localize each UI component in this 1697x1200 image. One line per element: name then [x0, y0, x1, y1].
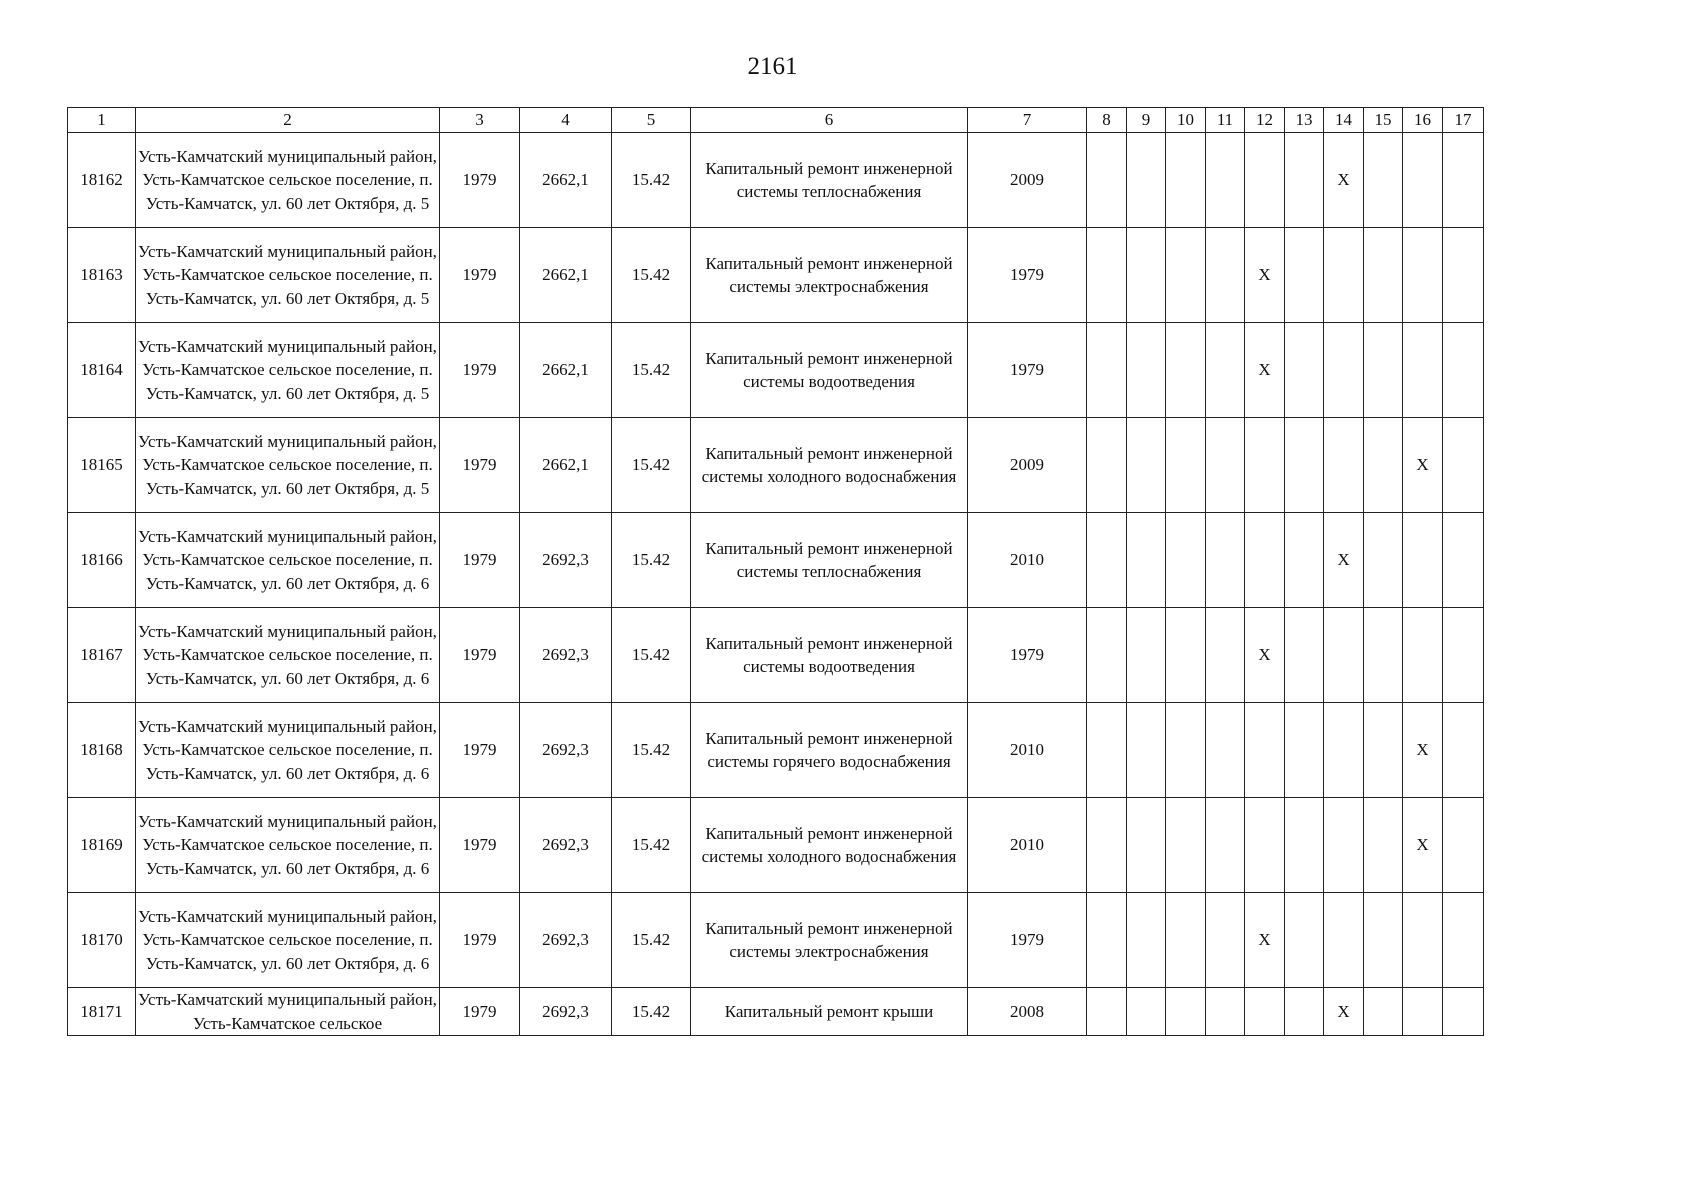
- construction-year-cell: 1979: [440, 893, 520, 988]
- area-cell: 2662,1: [520, 133, 612, 228]
- mark-cell-9: [1127, 228, 1166, 323]
- mark-cell-10: [1166, 798, 1206, 893]
- mark-cell-17: [1443, 893, 1484, 988]
- mark-cell-16: [1403, 988, 1443, 1036]
- mark-cell-13: [1285, 323, 1324, 418]
- address-cell: Усть-Камчатский муниципальный район, Усть-Камчатское сельское поселение, п. Усть-Камчатск, ул. 60 лет Октября, д. 6: [136, 513, 440, 608]
- mark-cell-17: [1443, 133, 1484, 228]
- mark-cell-8: [1087, 798, 1127, 893]
- column-header: 2: [136, 108, 440, 133]
- mark-cell-17: [1443, 608, 1484, 703]
- mark-cell-12: [1245, 418, 1285, 513]
- mark-cell-15: [1364, 988, 1403, 1036]
- mark-cell-12: [1245, 798, 1285, 893]
- table-row: [68, 893, 1484, 988]
- mark-cell-14: X: [1324, 513, 1364, 608]
- mark-cell-10: [1166, 608, 1206, 703]
- work-type-cell: Капитальный ремонт инженерной системы водоотведения: [691, 608, 968, 703]
- mark-cell-8: [1087, 608, 1127, 703]
- record-id-cell: 18170: [68, 893, 136, 988]
- column-header: 10: [1166, 108, 1206, 133]
- mark-cell-11: [1206, 703, 1245, 798]
- column-header: 11: [1206, 108, 1245, 133]
- work-year-cell: 1979: [968, 228, 1087, 323]
- record-id-cell: 18171: [68, 988, 136, 1036]
- mark-cell-9: [1127, 893, 1166, 988]
- column-header: 15: [1364, 108, 1403, 133]
- construction-year-cell: 1979: [440, 988, 520, 1036]
- mark-cell-8: [1087, 513, 1127, 608]
- mark-cell-12: [1245, 133, 1285, 228]
- mark-cell-11: [1206, 513, 1245, 608]
- work-year-cell: 1979: [968, 323, 1087, 418]
- mark-cell-14: X: [1324, 988, 1364, 1036]
- mark-cell-10: [1166, 893, 1206, 988]
- mark-cell-8: [1087, 228, 1127, 323]
- mark-cell-17: [1443, 418, 1484, 513]
- table-row: [68, 228, 1484, 323]
- mark-cell-16: [1403, 608, 1443, 703]
- code-cell: 15.42: [612, 228, 691, 323]
- mark-cell-16: [1403, 228, 1443, 323]
- mark-cell-14: [1324, 323, 1364, 418]
- mark-cell-13: [1285, 703, 1324, 798]
- mark-cell-12: [1245, 513, 1285, 608]
- table-row: [68, 988, 1484, 1036]
- mark-cell-12: X: [1245, 893, 1285, 988]
- mark-cell-13: [1285, 988, 1324, 1036]
- mark-cell-9: [1127, 608, 1166, 703]
- mark-cell-15: [1364, 703, 1403, 798]
- mark-cell-11: [1206, 418, 1245, 513]
- work-year-cell: 2008: [968, 988, 1087, 1036]
- code-cell: 15.42: [612, 513, 691, 608]
- mark-cell-14: [1324, 418, 1364, 513]
- address-cell: Усть-Камчатский муниципальный район, Усть-Камчатское сельское поселение, п. Усть-Камчатск, ул. 60 лет Октября, д. 5: [136, 418, 440, 513]
- work-year-cell: 1979: [968, 608, 1087, 703]
- mark-cell-11: [1206, 228, 1245, 323]
- mark-cell-9: [1127, 513, 1166, 608]
- record-id-cell: 18164: [68, 323, 136, 418]
- mark-cell-8: [1087, 703, 1127, 798]
- column-header: 7: [968, 108, 1087, 133]
- area-cell: 2692,3: [520, 513, 612, 608]
- mark-cell-11: [1206, 323, 1245, 418]
- record-id-cell: 18166: [68, 513, 136, 608]
- mark-cell-9: [1127, 133, 1166, 228]
- table-row: [68, 608, 1484, 703]
- mark-cell-13: [1285, 228, 1324, 323]
- mark-cell-8: [1087, 323, 1127, 418]
- mark-cell-14: [1324, 703, 1364, 798]
- work-type-cell: Капитальный ремонт инженерной системы водоотведения: [691, 323, 968, 418]
- column-header: 9: [1127, 108, 1166, 133]
- record-id-cell: 18169: [68, 798, 136, 893]
- mark-cell-8: [1087, 988, 1127, 1036]
- mark-cell-11: [1206, 988, 1245, 1036]
- mark-cell-10: [1166, 228, 1206, 323]
- mark-cell-12: X: [1245, 228, 1285, 323]
- mark-cell-11: [1206, 798, 1245, 893]
- page-number: 2161: [747, 53, 798, 80]
- area-cell: 2692,3: [520, 703, 612, 798]
- column-header: 14: [1324, 108, 1364, 133]
- construction-year-cell: 1979: [440, 798, 520, 893]
- column-header: 6: [691, 108, 968, 133]
- record-id-cell: 18165: [68, 418, 136, 513]
- table-row: [68, 418, 1484, 513]
- construction-year-cell: 1979: [440, 703, 520, 798]
- mark-cell-14: [1324, 228, 1364, 323]
- mark-cell-17: [1443, 228, 1484, 323]
- mark-cell-12: [1245, 988, 1285, 1036]
- mark-cell-8: [1087, 418, 1127, 513]
- construction-year-cell: 1979: [440, 323, 520, 418]
- mark-cell-9: [1127, 418, 1166, 513]
- area-cell: 2662,1: [520, 228, 612, 323]
- mark-cell-11: [1206, 133, 1245, 228]
- column-header: 13: [1285, 108, 1324, 133]
- area-cell: 2692,3: [520, 988, 612, 1036]
- address-cell: Усть-Камчатский муниципальный район, Усть-Камчатское сельское поселение, п. Усть-Камчатск, ул. 60 лет Октября, д. 6: [136, 893, 440, 988]
- area-cell: 2692,3: [520, 608, 612, 703]
- mark-cell-12: X: [1245, 608, 1285, 703]
- mark-cell-15: [1364, 893, 1403, 988]
- construction-year-cell: 1979: [440, 133, 520, 228]
- mark-cell-9: [1127, 703, 1166, 798]
- record-id-cell: 18167: [68, 608, 136, 703]
- address-cell: Усть-Камчатский муниципальный район, Усть-Камчатское сельское поселение, п. Усть-Камчатск, ул. 60 лет Октября, д. 6: [136, 608, 440, 703]
- table-row: [68, 798, 1484, 893]
- mark-cell-12: X: [1245, 323, 1285, 418]
- mark-cell-13: [1285, 513, 1324, 608]
- mark-cell-15: [1364, 798, 1403, 893]
- construction-year-cell: 1979: [440, 513, 520, 608]
- mark-cell-17: [1443, 988, 1484, 1036]
- address-cell: Усть-Камчатский муниципальный район, Усть-Камчатское сельское поселение, п. Усть-Камчатск, ул. 60 лет Октября, д. 5: [136, 323, 440, 418]
- mark-cell-8: [1087, 893, 1127, 988]
- area-cell: 2692,3: [520, 893, 612, 988]
- table-row: [68, 133, 1484, 228]
- work-type-cell: Капитальный ремонт инженерной системы теплоснабжения: [691, 133, 968, 228]
- mark-cell-16: X: [1403, 703, 1443, 798]
- mark-cell-10: [1166, 988, 1206, 1036]
- column-header: 16: [1403, 108, 1443, 133]
- mark-cell-15: [1364, 513, 1403, 608]
- column-header: 17: [1443, 108, 1484, 133]
- code-cell: 15.42: [612, 608, 691, 703]
- address-cell: Усть-Камчатский муниципальный район, Усть-Камчатское сельское: [136, 988, 440, 1036]
- table-row: [68, 703, 1484, 798]
- code-cell: 15.42: [612, 798, 691, 893]
- mark-cell-13: [1285, 798, 1324, 893]
- mark-cell-17: [1443, 513, 1484, 608]
- column-header: 12: [1245, 108, 1285, 133]
- code-cell: 15.42: [612, 418, 691, 513]
- mark-cell-9: [1127, 988, 1166, 1036]
- column-header: 1: [68, 108, 136, 133]
- column-header: 8: [1087, 108, 1127, 133]
- code-cell: 15.42: [612, 703, 691, 798]
- mark-cell-11: [1206, 608, 1245, 703]
- work-year-cell: 2009: [968, 133, 1087, 228]
- work-type-cell: Капитальный ремонт инженерной системы горячего водоснабжения: [691, 703, 968, 798]
- mark-cell-11: [1206, 893, 1245, 988]
- work-year-cell: 2010: [968, 798, 1087, 893]
- column-header: 3: [440, 108, 520, 133]
- mark-cell-17: [1443, 798, 1484, 893]
- mark-cell-14: [1324, 893, 1364, 988]
- mark-cell-15: [1364, 608, 1403, 703]
- mark-cell-16: [1403, 893, 1443, 988]
- mark-cell-13: [1285, 608, 1324, 703]
- column-header: 5: [612, 108, 691, 133]
- table-row: [68, 513, 1484, 608]
- mark-cell-13: [1285, 133, 1324, 228]
- record-id-cell: 18162: [68, 133, 136, 228]
- mark-cell-10: [1166, 323, 1206, 418]
- mark-cell-15: [1364, 418, 1403, 513]
- table-row: [68, 323, 1484, 418]
- code-cell: 15.42: [612, 133, 691, 228]
- mark-cell-9: [1127, 798, 1166, 893]
- area-cell: 2662,1: [520, 323, 612, 418]
- work-year-cell: 1979: [968, 893, 1087, 988]
- work-type-cell: Капитальный ремонт инженерной системы теплоснабжения: [691, 513, 968, 608]
- mark-cell-10: [1166, 703, 1206, 798]
- address-cell: Усть-Камчатский муниципальный район, Усть-Камчатское сельское поселение, п. Усть-Камчатск, ул. 60 лет Октября, д. 5: [136, 228, 440, 323]
- header-row: [68, 108, 1484, 133]
- mark-cell-13: [1285, 418, 1324, 513]
- code-cell: 15.42: [612, 323, 691, 418]
- mark-cell-15: [1364, 228, 1403, 323]
- work-type-cell: Капитальный ремонт крыши: [691, 988, 968, 1036]
- mark-cell-12: [1245, 703, 1285, 798]
- address-cell: Усть-Камчатский муниципальный район, Усть-Камчатское сельское поселение, п. Усть-Камчатск, ул. 60 лет Октября, д. 6: [136, 798, 440, 893]
- mark-cell-15: [1364, 133, 1403, 228]
- work-type-cell: Капитальный ремонт инженерной системы холодного водоснабжения: [691, 798, 968, 893]
- mark-cell-9: [1127, 323, 1166, 418]
- mark-cell-14: X: [1324, 133, 1364, 228]
- mark-cell-17: [1443, 323, 1484, 418]
- mark-cell-14: [1324, 798, 1364, 893]
- address-cell: Усть-Камчатский муниципальный район, Усть-Камчатское сельское поселение, п. Усть-Камчатск, ул. 60 лет Октября, д. 5: [136, 133, 440, 228]
- mark-cell-13: [1285, 893, 1324, 988]
- construction-year-cell: 1979: [440, 608, 520, 703]
- mark-cell-8: [1087, 133, 1127, 228]
- work-type-cell: Капитальный ремонт инженерной системы электроснабжения: [691, 893, 968, 988]
- mark-cell-17: [1443, 703, 1484, 798]
- address-cell: Усть-Камчатский муниципальный район, Усть-Камчатское сельское поселение, п. Усть-Камчатск, ул. 60 лет Октября, д. 6: [136, 703, 440, 798]
- work-year-cell: 2010: [968, 513, 1087, 608]
- work-year-cell: 2009: [968, 418, 1087, 513]
- mark-cell-10: [1166, 513, 1206, 608]
- mark-cell-10: [1166, 418, 1206, 513]
- work-type-cell: Капитальный ремонт инженерной системы холодного водоснабжения: [691, 418, 968, 513]
- mark-cell-16: [1403, 323, 1443, 418]
- record-id-cell: 18168: [68, 703, 136, 798]
- record-id-cell: 18163: [68, 228, 136, 323]
- mark-cell-14: [1324, 608, 1364, 703]
- work-year-cell: 2010: [968, 703, 1087, 798]
- area-cell: 2692,3: [520, 798, 612, 893]
- code-cell: 15.42: [612, 988, 691, 1036]
- area-cell: 2662,1: [520, 418, 612, 513]
- mark-cell-16: X: [1403, 798, 1443, 893]
- column-header: 4: [520, 108, 612, 133]
- code-cell: 15.42: [612, 893, 691, 988]
- mark-cell-15: [1364, 323, 1403, 418]
- mark-cell-16: [1403, 513, 1443, 608]
- table-body: [68, 133, 1484, 1036]
- construction-year-cell: 1979: [440, 418, 520, 513]
- construction-year-cell: 1979: [440, 228, 520, 323]
- work-type-cell: Капитальный ремонт инженерной системы электроснабжения: [691, 228, 968, 323]
- mark-cell-16: [1403, 133, 1443, 228]
- registry-table: [67, 107, 1484, 1036]
- mark-cell-10: [1166, 133, 1206, 228]
- mark-cell-16: X: [1403, 418, 1443, 513]
